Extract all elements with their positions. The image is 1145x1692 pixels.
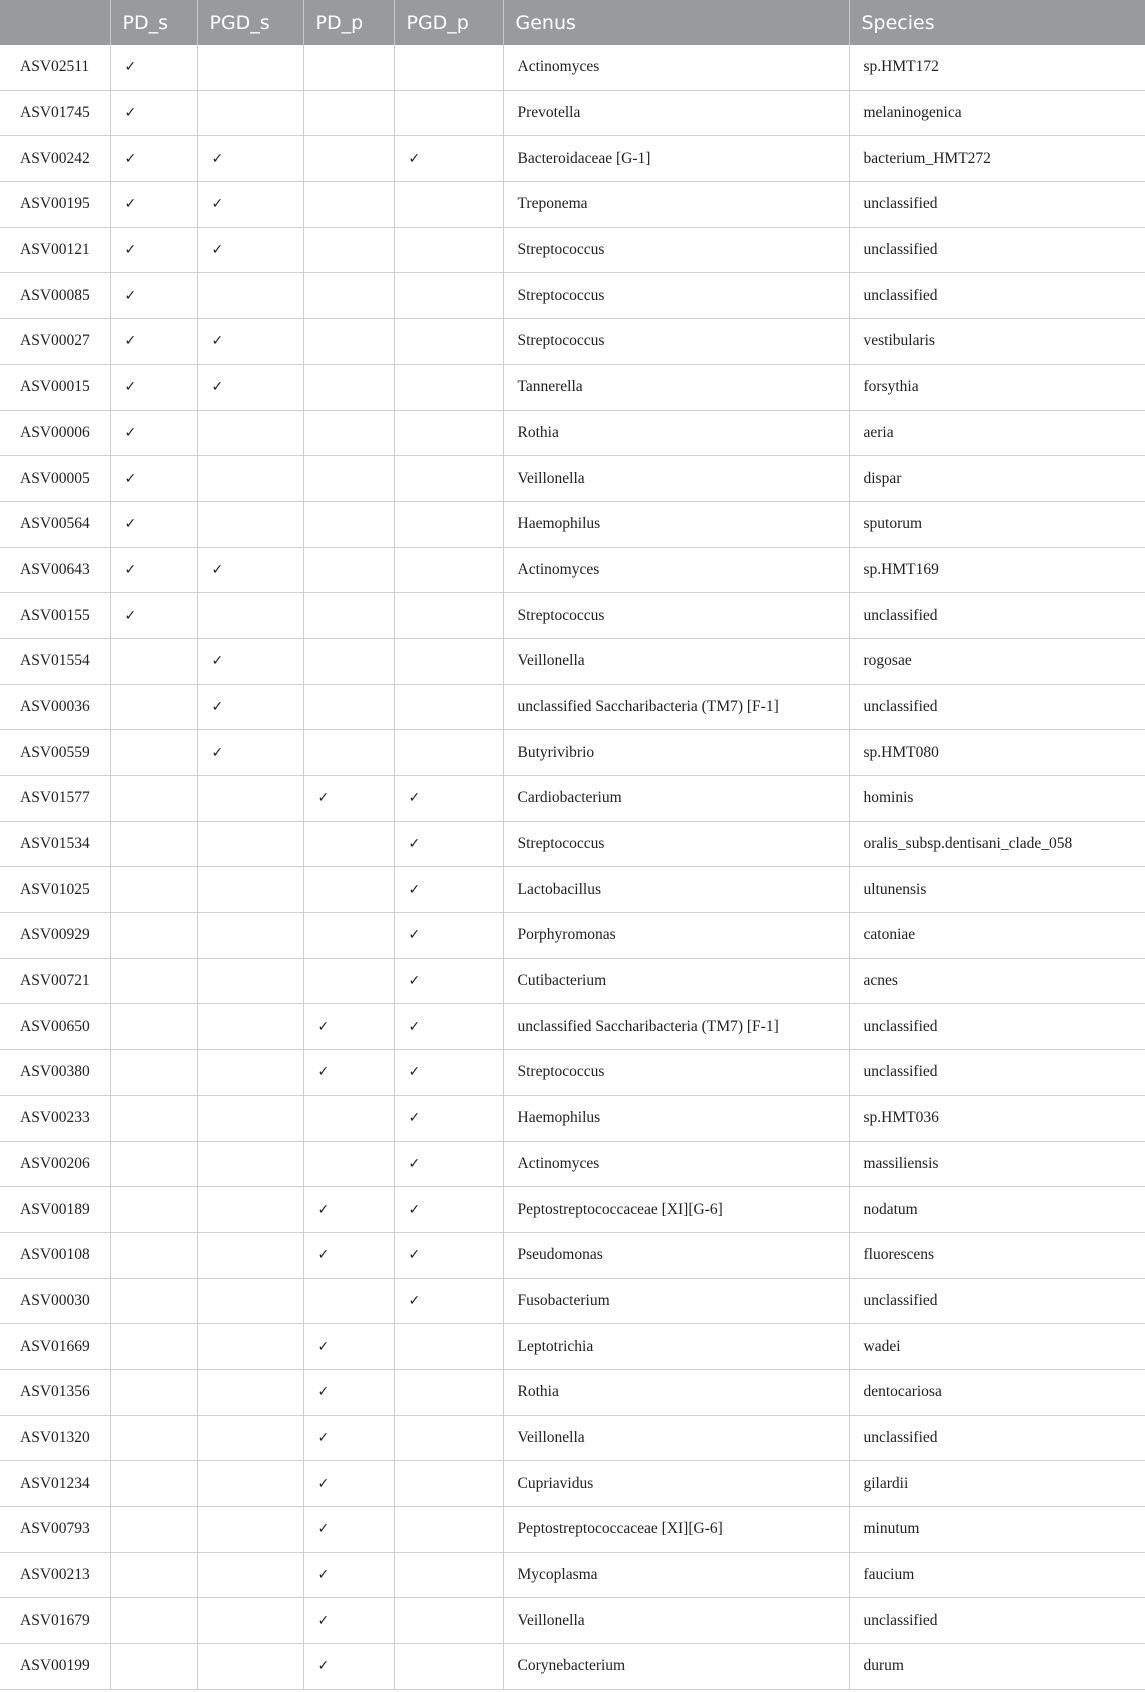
check-cell-pgd-p bbox=[394, 593, 503, 639]
cell-species: durum bbox=[849, 1644, 1145, 1690]
check-cell-pd-p: ✓ bbox=[303, 1050, 394, 1096]
table-row bbox=[0, 227, 1145, 273]
check-cell-pgd-s bbox=[197, 273, 303, 319]
check-cell-pd-s bbox=[110, 1461, 197, 1507]
cell-genus: Pseudomonas bbox=[503, 1232, 849, 1278]
check-cell-pd-s: ✓ bbox=[110, 136, 197, 182]
check-cell-pgd-s bbox=[197, 821, 303, 867]
table-body bbox=[0, 45, 1145, 1689]
check-cell-pgd-p bbox=[394, 1552, 503, 1598]
table-row bbox=[0, 1461, 1145, 1507]
check-cell-pd-s bbox=[110, 638, 197, 684]
check-cell-pd-p bbox=[303, 821, 394, 867]
table-row bbox=[0, 1552, 1145, 1598]
table-row bbox=[0, 776, 1145, 822]
cell-genus: Rothia bbox=[503, 1369, 849, 1415]
check-cell-pgd-p: ✓ bbox=[394, 1004, 503, 1050]
cell-species: hominis bbox=[849, 776, 1145, 822]
check-cell-pgd-s bbox=[197, 410, 303, 456]
check-cell-pgd-p: ✓ bbox=[394, 1095, 503, 1141]
cell-id: ASV01320 bbox=[0, 1415, 110, 1461]
table-row bbox=[0, 593, 1145, 639]
cell-species: unclassified bbox=[849, 1004, 1145, 1050]
cell-id: ASV00650 bbox=[0, 1004, 110, 1050]
check-cell-pd-p bbox=[303, 410, 394, 456]
check-cell-pgd-p bbox=[394, 1324, 503, 1370]
cell-id: ASV00793 bbox=[0, 1507, 110, 1553]
table-row bbox=[0, 273, 1145, 319]
cell-genus: Leptotrichia bbox=[503, 1324, 849, 1370]
cell-genus: Rothia bbox=[503, 410, 849, 456]
check-cell-pgd-p: ✓ bbox=[394, 913, 503, 959]
cell-genus: Peptostreptococcaceae [XI][G-6] bbox=[503, 1507, 849, 1553]
table-row bbox=[0, 501, 1145, 547]
check-cell-pd-p bbox=[303, 456, 394, 502]
check-cell-pgd-p bbox=[394, 1415, 503, 1461]
check-cell-pd-s: ✓ bbox=[110, 456, 197, 502]
cell-species: unclassified bbox=[849, 684, 1145, 730]
table-row bbox=[0, 364, 1145, 410]
cell-id: ASV01669 bbox=[0, 1324, 110, 1370]
cell-id: ASV00195 bbox=[0, 182, 110, 228]
cell-id: ASV00206 bbox=[0, 1141, 110, 1187]
cell-id: ASV00643 bbox=[0, 547, 110, 593]
check-cell-pd-s: ✓ bbox=[110, 364, 197, 410]
cell-genus: Streptococcus bbox=[503, 227, 849, 273]
check-cell-pd-s bbox=[110, 1004, 197, 1050]
check-cell-pd-p bbox=[303, 364, 394, 410]
check-cell-pd-p bbox=[303, 958, 394, 1004]
check-cell-pgd-s bbox=[197, 1141, 303, 1187]
table-row bbox=[0, 1507, 1145, 1553]
check-cell-pgd-s: ✓ bbox=[197, 684, 303, 730]
check-cell-pd-p bbox=[303, 730, 394, 776]
table-row bbox=[0, 547, 1145, 593]
check-cell-pd-p: ✓ bbox=[303, 1324, 394, 1370]
check-cell-pd-s bbox=[110, 1141, 197, 1187]
check-cell-pd-s bbox=[110, 867, 197, 913]
cell-species: unclassified bbox=[849, 227, 1145, 273]
cell-genus: Mycoplasma bbox=[503, 1552, 849, 1598]
cell-id: ASV02511 bbox=[0, 45, 110, 90]
check-cell-pgd-p bbox=[394, 227, 503, 273]
cell-genus: Cardiobacterium bbox=[503, 776, 849, 822]
table-row bbox=[0, 1141, 1145, 1187]
column-header-id bbox=[0, 0, 110, 45]
check-cell-pgd-s: ✓ bbox=[197, 364, 303, 410]
check-cell-pgd-p: ✓ bbox=[394, 1050, 503, 1096]
cell-id: ASV00015 bbox=[0, 364, 110, 410]
check-cell-pgd-s bbox=[197, 1507, 303, 1553]
check-cell-pgd-p bbox=[394, 273, 503, 319]
check-cell-pgd-s bbox=[197, 1598, 303, 1644]
check-cell-pgd-s bbox=[197, 1369, 303, 1415]
check-cell-pgd-p bbox=[394, 410, 503, 456]
check-cell-pgd-p: ✓ bbox=[394, 1141, 503, 1187]
check-cell-pgd-s bbox=[197, 90, 303, 136]
check-cell-pgd-s bbox=[197, 1461, 303, 1507]
check-cell-pgd-p: ✓ bbox=[394, 136, 503, 182]
table-row bbox=[0, 821, 1145, 867]
cell-id: ASV00085 bbox=[0, 273, 110, 319]
column-header-pgd-s: PGD_s bbox=[197, 0, 303, 45]
cell-species: catoniae bbox=[849, 913, 1145, 959]
cell-species: unclassified bbox=[849, 273, 1145, 319]
cell-id: ASV00036 bbox=[0, 684, 110, 730]
check-cell-pgd-p bbox=[394, 684, 503, 730]
cell-species: wadei bbox=[849, 1324, 1145, 1370]
table-row bbox=[0, 45, 1145, 90]
cell-id: ASV01577 bbox=[0, 776, 110, 822]
check-cell-pgd-p bbox=[394, 730, 503, 776]
check-cell-pgd-s bbox=[197, 776, 303, 822]
cell-id: ASV00233 bbox=[0, 1095, 110, 1141]
check-cell-pd-s bbox=[110, 1232, 197, 1278]
check-cell-pd-p bbox=[303, 913, 394, 959]
check-cell-pd-s bbox=[110, 821, 197, 867]
check-cell-pd-p: ✓ bbox=[303, 1369, 394, 1415]
cell-species: aeria bbox=[849, 410, 1145, 456]
check-cell-pd-s bbox=[110, 1324, 197, 1370]
check-cell-pgd-s bbox=[197, 1324, 303, 1370]
table-row bbox=[0, 90, 1145, 136]
cell-id: ASV00213 bbox=[0, 1552, 110, 1598]
cell-species: rogosae bbox=[849, 638, 1145, 684]
check-cell-pd-s: ✓ bbox=[110, 90, 197, 136]
check-cell-pgd-p bbox=[394, 1461, 503, 1507]
table-row bbox=[0, 1324, 1145, 1370]
check-cell-pd-p: ✓ bbox=[303, 1187, 394, 1233]
table-row bbox=[0, 456, 1145, 502]
cell-genus: Prevotella bbox=[503, 90, 849, 136]
cell-id: ASV00108 bbox=[0, 1232, 110, 1278]
table-row bbox=[0, 319, 1145, 365]
column-header-species: Species bbox=[849, 0, 1145, 45]
check-cell-pd-p: ✓ bbox=[303, 1461, 394, 1507]
table-row bbox=[0, 730, 1145, 776]
table-row bbox=[0, 1232, 1145, 1278]
cell-species: dentocariosa bbox=[849, 1369, 1145, 1415]
column-header-genus: Genus bbox=[503, 0, 849, 45]
header-row bbox=[0, 0, 1145, 45]
check-cell-pd-s: ✓ bbox=[110, 227, 197, 273]
cell-genus: Veillonella bbox=[503, 1415, 849, 1461]
cell-id: ASV00199 bbox=[0, 1644, 110, 1690]
check-cell-pgd-p bbox=[394, 1598, 503, 1644]
cell-species: vestibularis bbox=[849, 319, 1145, 365]
check-cell-pd-p bbox=[303, 867, 394, 913]
cell-id: ASV01356 bbox=[0, 1369, 110, 1415]
cell-species: sputorum bbox=[849, 501, 1145, 547]
check-cell-pd-p bbox=[303, 593, 394, 639]
cell-genus: Actinomyces bbox=[503, 45, 849, 90]
check-cell-pd-p bbox=[303, 182, 394, 228]
cell-species: ultunensis bbox=[849, 867, 1145, 913]
check-cell-pgd-p: ✓ bbox=[394, 776, 503, 822]
check-cell-pd-p bbox=[303, 90, 394, 136]
check-cell-pd-p bbox=[303, 684, 394, 730]
check-cell-pgd-s bbox=[197, 913, 303, 959]
check-cell-pd-p: ✓ bbox=[303, 1004, 394, 1050]
cell-genus: Veillonella bbox=[503, 638, 849, 684]
cell-species: acnes bbox=[849, 958, 1145, 1004]
check-cell-pd-s bbox=[110, 1507, 197, 1553]
check-cell-pgd-s bbox=[197, 501, 303, 547]
check-cell-pd-p bbox=[303, 319, 394, 365]
check-cell-pgd-p bbox=[394, 1507, 503, 1553]
check-cell-pgd-s: ✓ bbox=[197, 227, 303, 273]
check-cell-pgd-s: ✓ bbox=[197, 182, 303, 228]
check-cell-pd-p bbox=[303, 547, 394, 593]
cell-species: forsythia bbox=[849, 364, 1145, 410]
cell-id: ASV00030 bbox=[0, 1278, 110, 1324]
cell-species: oralis_subsp.dentisani_clade_058 bbox=[849, 821, 1145, 867]
cell-genus: Treponema bbox=[503, 182, 849, 228]
check-cell-pgd-s bbox=[197, 45, 303, 90]
cell-genus: Haemophilus bbox=[503, 1095, 849, 1141]
cell-species: fluorescens bbox=[849, 1232, 1145, 1278]
check-cell-pgd-p: ✓ bbox=[394, 867, 503, 913]
check-cell-pd-s: ✓ bbox=[110, 410, 197, 456]
check-cell-pgd-p bbox=[394, 638, 503, 684]
check-cell-pgd-p bbox=[394, 319, 503, 365]
cell-species: gilardii bbox=[849, 1461, 1145, 1507]
cell-species: sp.HMT036 bbox=[849, 1095, 1145, 1141]
cell-genus: Bacteroidaceae [G-1] bbox=[503, 136, 849, 182]
cell-species: nodatum bbox=[849, 1187, 1145, 1233]
cell-id: ASV00564 bbox=[0, 501, 110, 547]
cell-id: ASV00027 bbox=[0, 319, 110, 365]
table-row bbox=[0, 867, 1145, 913]
table-row bbox=[0, 1415, 1145, 1461]
check-cell-pgd-s bbox=[197, 1004, 303, 1050]
cell-id: ASV00929 bbox=[0, 913, 110, 959]
cell-genus: Streptococcus bbox=[503, 821, 849, 867]
check-cell-pd-p: ✓ bbox=[303, 1415, 394, 1461]
cell-species: unclassified bbox=[849, 593, 1145, 639]
table-row bbox=[0, 1278, 1145, 1324]
table-row bbox=[0, 1598, 1145, 1644]
cell-genus: Actinomyces bbox=[503, 1141, 849, 1187]
check-cell-pd-p bbox=[303, 136, 394, 182]
check-cell-pgd-s bbox=[197, 456, 303, 502]
check-cell-pd-p bbox=[303, 273, 394, 319]
table-row bbox=[0, 1004, 1145, 1050]
check-cell-pgd-s: ✓ bbox=[197, 136, 303, 182]
cell-species: unclassified bbox=[849, 1415, 1145, 1461]
check-cell-pd-s bbox=[110, 1598, 197, 1644]
check-cell-pgd-s bbox=[197, 593, 303, 639]
check-cell-pgd-p: ✓ bbox=[394, 958, 503, 1004]
cell-species: unclassified bbox=[849, 182, 1145, 228]
cell-species: melaninogenica bbox=[849, 90, 1145, 136]
cell-species: unclassified bbox=[849, 1278, 1145, 1324]
check-cell-pd-s: ✓ bbox=[110, 319, 197, 365]
check-cell-pd-p bbox=[303, 501, 394, 547]
table-row bbox=[0, 1187, 1145, 1233]
cell-genus: Porphyromonas bbox=[503, 913, 849, 959]
cell-genus: Streptococcus bbox=[503, 319, 849, 365]
check-cell-pd-p: ✓ bbox=[303, 1644, 394, 1690]
table-row bbox=[0, 684, 1145, 730]
cell-id: ASV01534 bbox=[0, 821, 110, 867]
table-row bbox=[0, 638, 1145, 684]
check-cell-pgd-p: ✓ bbox=[394, 1187, 503, 1233]
cell-genus: unclassified Saccharibacteria (TM7) [F-1] bbox=[503, 684, 849, 730]
check-cell-pd-s bbox=[110, 1187, 197, 1233]
cell-id: ASV00559 bbox=[0, 730, 110, 776]
table-row bbox=[0, 136, 1145, 182]
cell-species: minutum bbox=[849, 1507, 1145, 1553]
table-row bbox=[0, 1644, 1145, 1690]
cell-genus: Tannerella bbox=[503, 364, 849, 410]
check-cell-pgd-s: ✓ bbox=[197, 319, 303, 365]
check-cell-pgd-s bbox=[197, 1187, 303, 1233]
check-cell-pd-p: ✓ bbox=[303, 1552, 394, 1598]
check-cell-pgd-p bbox=[394, 501, 503, 547]
check-cell-pgd-s: ✓ bbox=[197, 638, 303, 684]
check-cell-pd-s: ✓ bbox=[110, 182, 197, 228]
check-cell-pgd-s bbox=[197, 1278, 303, 1324]
column-header-pd-p: PD_p bbox=[303, 0, 394, 45]
cell-id: ASV01025 bbox=[0, 867, 110, 913]
check-cell-pgd-p bbox=[394, 182, 503, 228]
check-cell-pd-s bbox=[110, 1095, 197, 1141]
table-row bbox=[0, 913, 1145, 959]
check-cell-pd-p bbox=[303, 1095, 394, 1141]
cell-genus: Streptococcus bbox=[503, 273, 849, 319]
cell-genus: unclassified Saccharibacteria (TM7) [F-1] bbox=[503, 1004, 849, 1050]
table-row bbox=[0, 1095, 1145, 1141]
column-header-pd-s: PD_s bbox=[110, 0, 197, 45]
cell-id: ASV00005 bbox=[0, 456, 110, 502]
table-row bbox=[0, 958, 1145, 1004]
check-cell-pd-p: ✓ bbox=[303, 1598, 394, 1644]
check-cell-pgd-s bbox=[197, 1095, 303, 1141]
table-row bbox=[0, 182, 1145, 228]
check-cell-pd-s bbox=[110, 1644, 197, 1690]
cell-genus: Corynebacterium bbox=[503, 1644, 849, 1690]
cell-id: ASV01234 bbox=[0, 1461, 110, 1507]
cell-species: sp.HMT169 bbox=[849, 547, 1145, 593]
check-cell-pgd-p: ✓ bbox=[394, 1278, 503, 1324]
cell-id: ASV00242 bbox=[0, 136, 110, 182]
check-cell-pd-s bbox=[110, 1369, 197, 1415]
cell-genus: Cutibacterium bbox=[503, 958, 849, 1004]
check-cell-pd-s bbox=[110, 730, 197, 776]
cell-id: ASV00189 bbox=[0, 1187, 110, 1233]
check-cell-pgd-p bbox=[394, 1369, 503, 1415]
check-cell-pd-p bbox=[303, 638, 394, 684]
cell-id: ASV01679 bbox=[0, 1598, 110, 1644]
check-cell-pd-p bbox=[303, 227, 394, 273]
check-cell-pd-s bbox=[110, 1552, 197, 1598]
cell-species: sp.HMT172 bbox=[849, 45, 1145, 90]
cell-species: unclassified bbox=[849, 1598, 1145, 1644]
check-cell-pd-p: ✓ bbox=[303, 1232, 394, 1278]
cell-genus: Haemophilus bbox=[503, 501, 849, 547]
table-row bbox=[0, 410, 1145, 456]
check-cell-pd-s bbox=[110, 684, 197, 730]
cell-species: faucium bbox=[849, 1552, 1145, 1598]
cell-id: ASV00121 bbox=[0, 227, 110, 273]
check-cell-pgd-s bbox=[197, 958, 303, 1004]
column-header-pgd-p: PGD_p bbox=[394, 0, 503, 45]
table-row bbox=[0, 1050, 1145, 1096]
check-cell-pd-p: ✓ bbox=[303, 776, 394, 822]
check-cell-pgd-s: ✓ bbox=[197, 547, 303, 593]
check-cell-pd-s: ✓ bbox=[110, 45, 197, 90]
cell-species: sp.HMT080 bbox=[849, 730, 1145, 776]
cell-id: ASV00380 bbox=[0, 1050, 110, 1096]
cell-id: ASV01745 bbox=[0, 90, 110, 136]
check-cell-pgd-s bbox=[197, 1050, 303, 1096]
cell-species: massiliensis bbox=[849, 1141, 1145, 1187]
check-cell-pd-p bbox=[303, 45, 394, 90]
cell-genus: Cupriavidus bbox=[503, 1461, 849, 1507]
cell-genus: Peptostreptococcaceae [XI][G-6] bbox=[503, 1187, 849, 1233]
cell-id: ASV00721 bbox=[0, 958, 110, 1004]
check-cell-pgd-s bbox=[197, 1415, 303, 1461]
check-cell-pgd-p: ✓ bbox=[394, 1232, 503, 1278]
cell-id: ASV01554 bbox=[0, 638, 110, 684]
cell-species: bacterium_HMT272 bbox=[849, 136, 1145, 182]
check-cell-pd-s bbox=[110, 1050, 197, 1096]
check-cell-pgd-s bbox=[197, 1552, 303, 1598]
check-cell-pgd-s: ✓ bbox=[197, 730, 303, 776]
check-cell-pgd-p bbox=[394, 456, 503, 502]
cell-genus: Lactobacillus bbox=[503, 867, 849, 913]
table-row bbox=[0, 1369, 1145, 1415]
check-cell-pd-s bbox=[110, 1278, 197, 1324]
check-cell-pd-s bbox=[110, 1415, 197, 1461]
check-cell-pgd-s bbox=[197, 1232, 303, 1278]
cell-species: dispar bbox=[849, 456, 1145, 502]
check-cell-pd-s: ✓ bbox=[110, 547, 197, 593]
check-cell-pd-p bbox=[303, 1278, 394, 1324]
check-cell-pgd-p bbox=[394, 45, 503, 90]
check-cell-pd-p: ✓ bbox=[303, 1507, 394, 1553]
cell-genus: Veillonella bbox=[503, 456, 849, 502]
cell-species: unclassified bbox=[849, 1050, 1145, 1096]
check-cell-pd-s bbox=[110, 958, 197, 1004]
cell-id: ASV00006 bbox=[0, 410, 110, 456]
check-cell-pd-s: ✓ bbox=[110, 273, 197, 319]
check-cell-pd-s bbox=[110, 776, 197, 822]
check-cell-pd-p bbox=[303, 1141, 394, 1187]
check-cell-pgd-p: ✓ bbox=[394, 821, 503, 867]
cell-genus: Butyrivibrio bbox=[503, 730, 849, 776]
cell-genus: Streptococcus bbox=[503, 593, 849, 639]
check-cell-pgd-p bbox=[394, 1644, 503, 1690]
check-cell-pd-s: ✓ bbox=[110, 501, 197, 547]
check-cell-pd-s bbox=[110, 913, 197, 959]
cell-id: ASV00155 bbox=[0, 593, 110, 639]
cell-genus: Fusobacterium bbox=[503, 1278, 849, 1324]
check-cell-pgd-p bbox=[394, 547, 503, 593]
check-cell-pgd-s bbox=[197, 1644, 303, 1690]
check-cell-pd-s: ✓ bbox=[110, 593, 197, 639]
cell-genus: Actinomyces bbox=[503, 547, 849, 593]
cell-genus: Streptococcus bbox=[503, 1050, 849, 1096]
check-cell-pgd-p bbox=[394, 364, 503, 410]
check-cell-pgd-p bbox=[394, 90, 503, 136]
check-cell-pgd-s bbox=[197, 867, 303, 913]
cell-genus: Veillonella bbox=[503, 1598, 849, 1644]
